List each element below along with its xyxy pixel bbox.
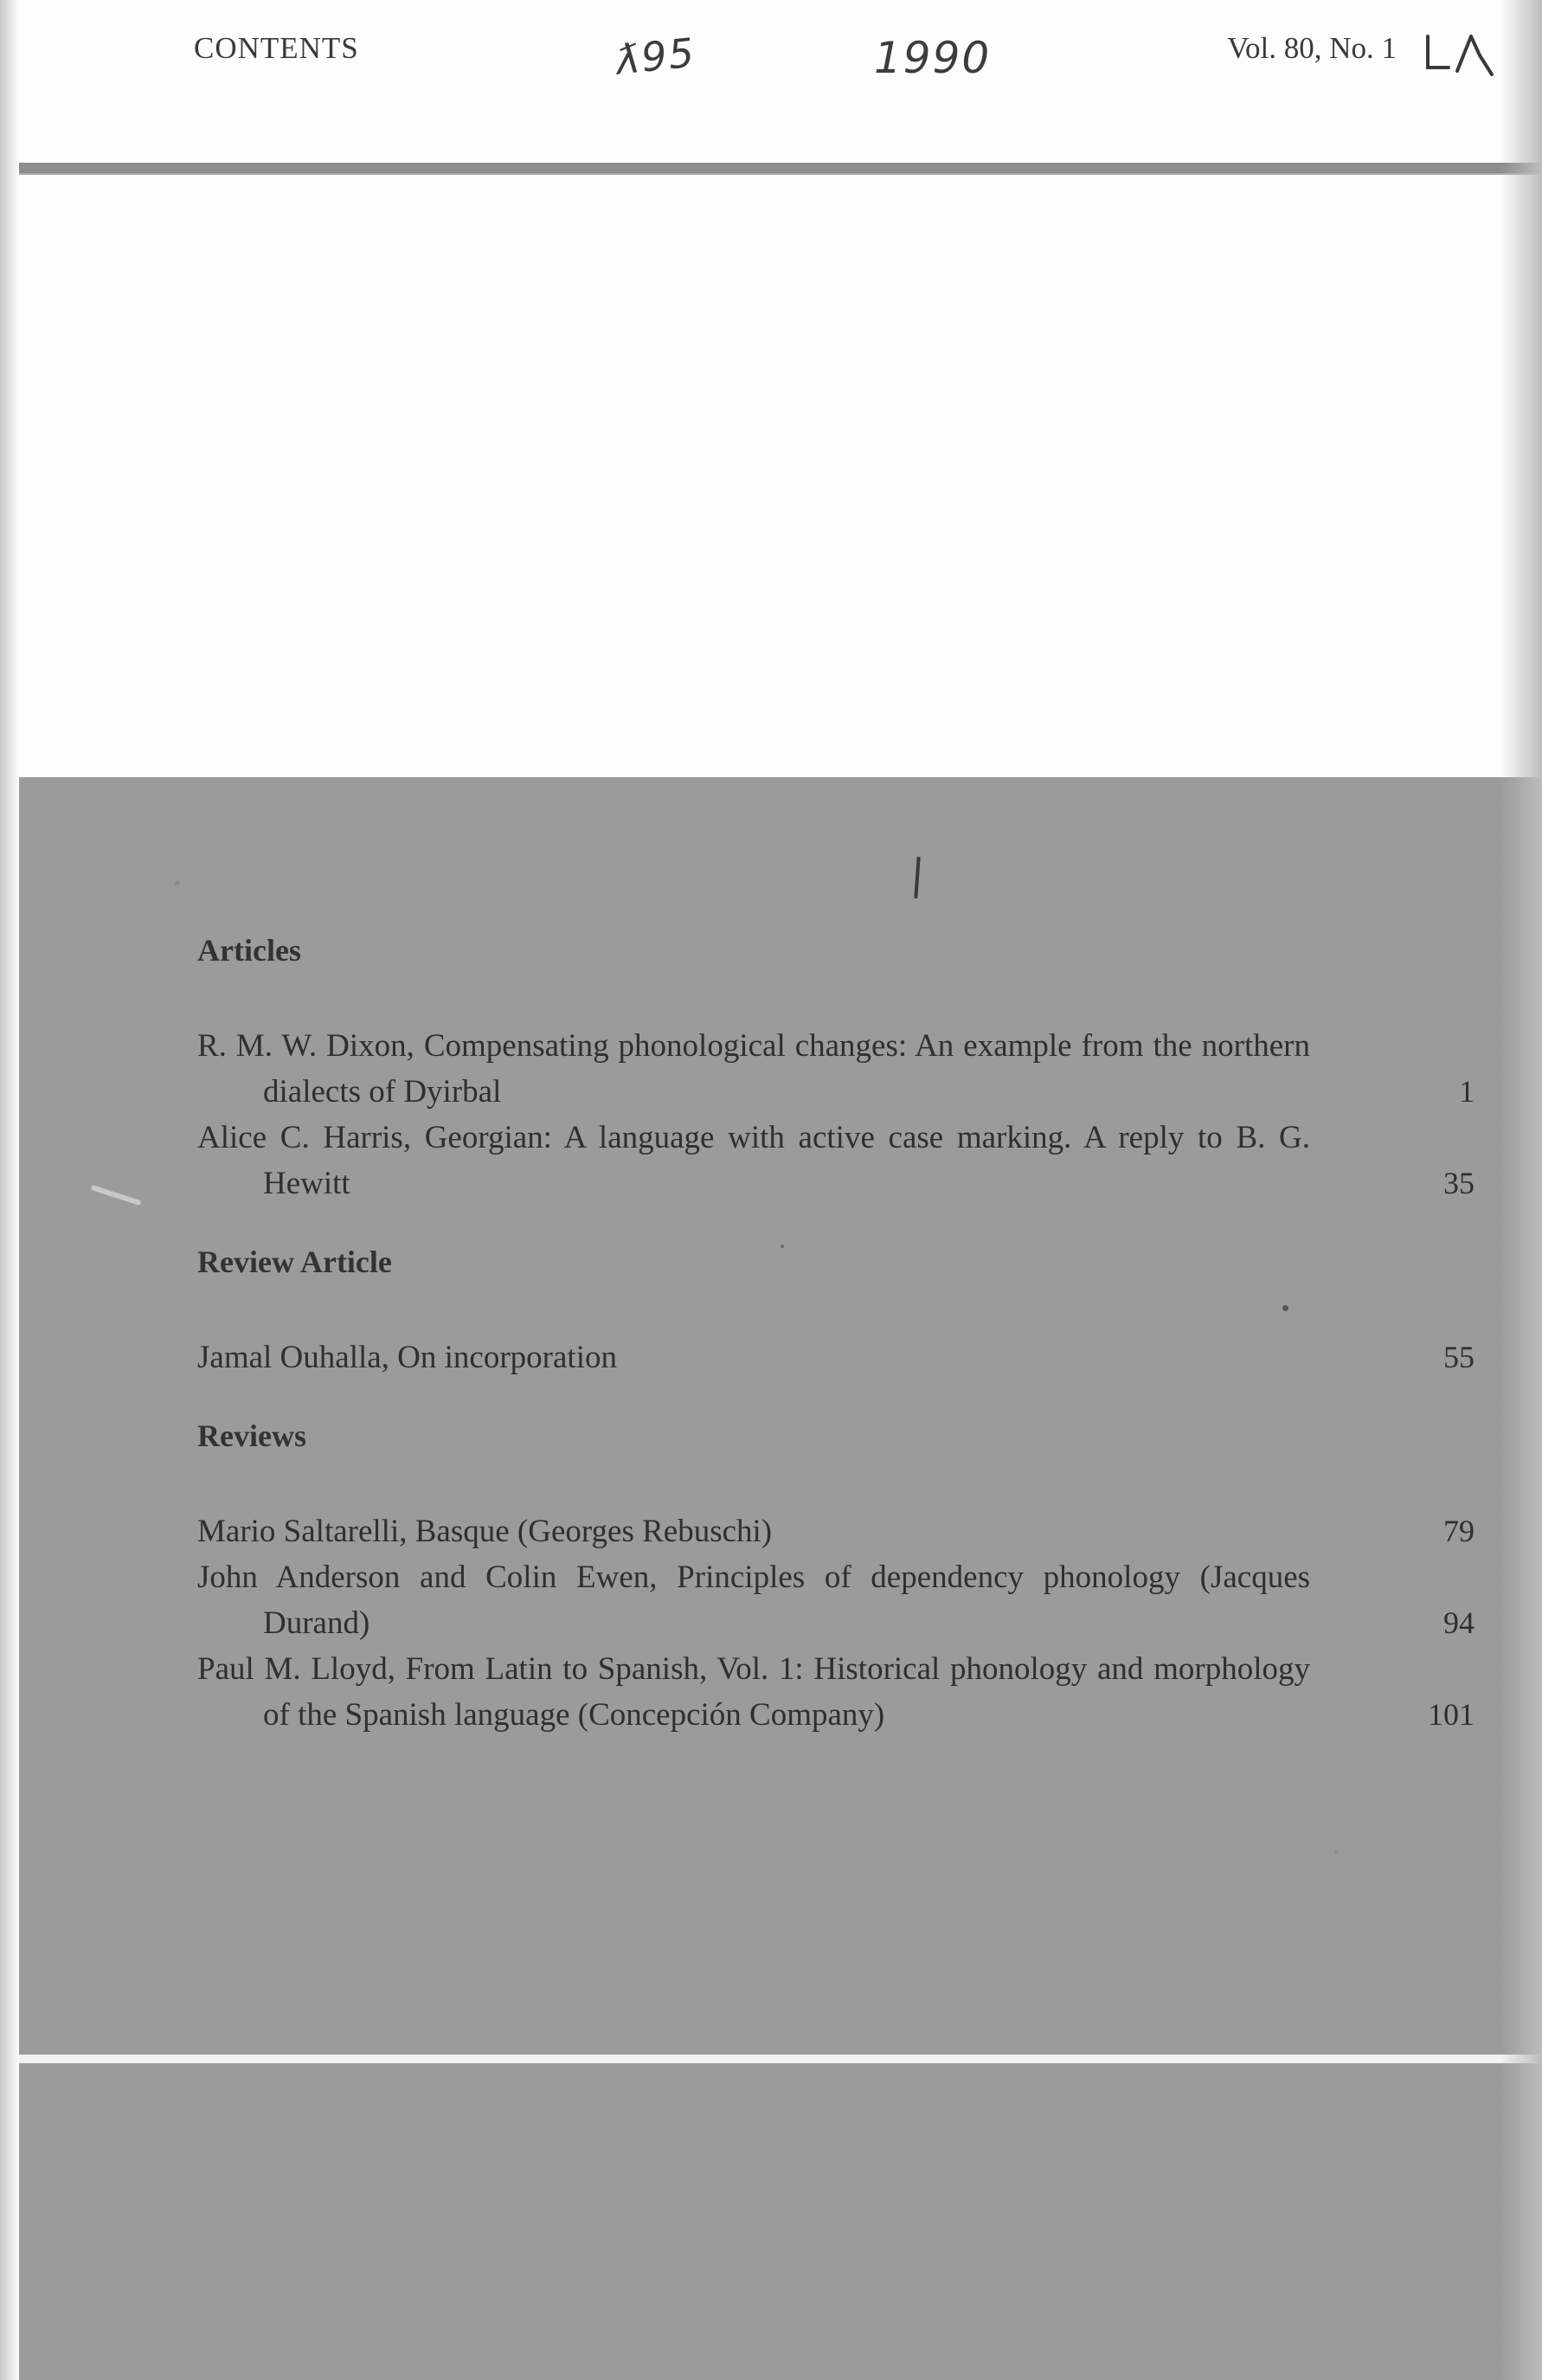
entry-title-continued: morphology of the Spanish language (Concepción Company) xyxy=(263,1651,1310,1733)
entry-title: Jamal Ouhalla, On incorporation xyxy=(197,1340,617,1375)
page-number: 35 xyxy=(1443,1166,1475,1200)
entry-title-continued: the northern dialects of Dyirbal xyxy=(263,1028,1311,1110)
page-number: 79 xyxy=(1443,1514,1475,1548)
panel-divider xyxy=(19,2055,1542,2063)
paper-speck xyxy=(175,881,180,885)
toc-entry xyxy=(197,1335,1475,1380)
section-heading: Review Article xyxy=(197,1245,392,1279)
entry-title: John Anderson and Colin Ewen, Principles of dependency phonology xyxy=(197,1560,1180,1595)
handwritten-note: ƛ95 xyxy=(614,29,698,84)
section-heading: Articles xyxy=(197,933,301,968)
contents-title: CONTENTS xyxy=(194,31,359,65)
page-header xyxy=(0,0,1542,164)
toc-entry xyxy=(197,1115,1475,1206)
paper-scratch xyxy=(91,1185,142,1206)
toc-entry xyxy=(197,1023,1475,1115)
table-of-contents xyxy=(197,933,1475,1738)
page-number: 94 xyxy=(1443,1605,1475,1640)
section-articles xyxy=(197,933,1475,1206)
page-number: 1 xyxy=(1459,1074,1475,1109)
entry-title: Paul M. Lloyd, From Latin to Spanish, Vol. 1: Historical phonology and xyxy=(197,1651,1144,1687)
section-review-article xyxy=(197,1245,1475,1380)
section-heading: Reviews xyxy=(197,1418,306,1453)
entry-list xyxy=(197,1335,1475,1380)
entry-list xyxy=(197,1023,1475,1206)
toc-entry xyxy=(197,1508,1475,1554)
handwritten-initials-mark xyxy=(1423,29,1497,80)
header-rule xyxy=(19,163,1542,175)
handwritten-year: 1990 xyxy=(874,33,992,83)
volume-issue: Vol. 80, No. 1 xyxy=(1227,31,1397,65)
toc-entry xyxy=(197,1554,1475,1646)
entry-title: R. M. W. Dixon, Compensating phonological changes: An example from xyxy=(197,1028,1144,1064)
toc-entry xyxy=(197,1646,1475,1738)
section-reviews xyxy=(197,1418,1475,1738)
entry-title: Alice C. Harris, Georgian: A language with active case marking. A reply to xyxy=(197,1120,1223,1155)
page-number: 101 xyxy=(1428,1697,1475,1732)
entry-list xyxy=(197,1508,1475,1738)
paper-speck xyxy=(1334,1850,1339,1854)
entry-title: Mario Saltarelli, Basque (Georges Rebuschi) xyxy=(197,1514,773,1549)
entry-title-continued: B. G. Hewitt xyxy=(263,1120,1311,1201)
entry-title-continued: (Jacques Durand) xyxy=(263,1560,1311,1641)
page-number: 55 xyxy=(1443,1340,1475,1374)
